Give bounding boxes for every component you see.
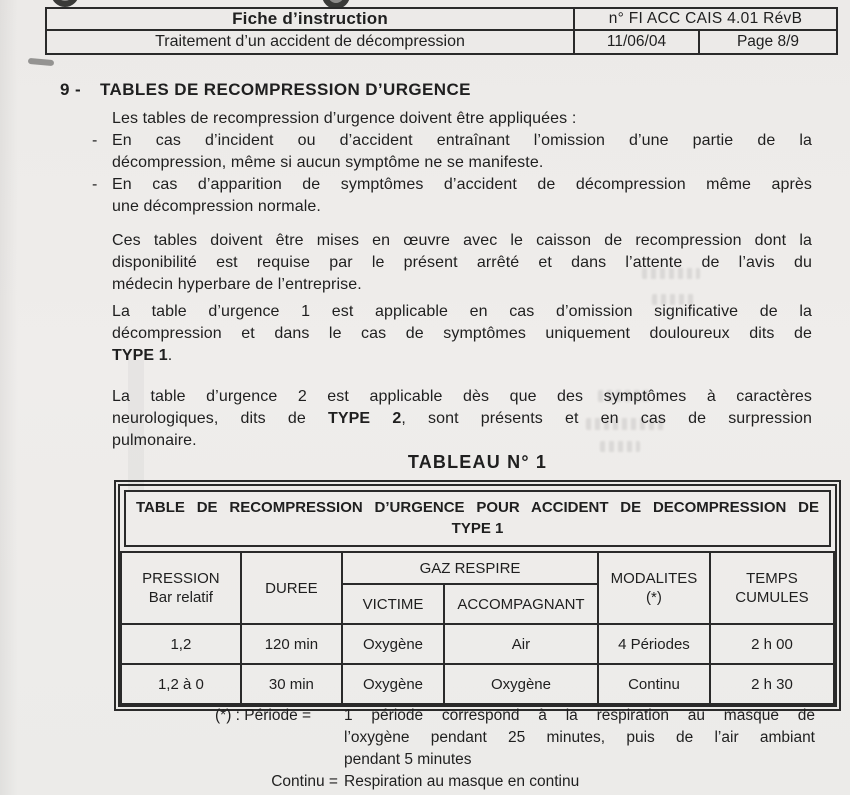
bullet-item	[92, 174, 812, 218]
cell-accompagnant: Air	[444, 624, 598, 664]
bullet-dash: -	[92, 176, 98, 193]
scan-smudge	[28, 58, 54, 66]
footnote-continu-text: Respiration au masque en continu	[344, 773, 580, 790]
cell-temps: 2 h 00	[710, 624, 834, 664]
paragraph-table-urgence-2	[112, 386, 812, 452]
page-number: Page 8/9	[736, 33, 800, 50]
bullet-dash: -	[92, 132, 98, 149]
line-segment: , sont présents et en cas de surpression	[401, 410, 813, 427]
document-header-table	[45, 7, 838, 55]
header-line: CUMULES	[735, 589, 809, 606]
sentence-end: .	[167, 347, 173, 364]
line-segment: neurologiques, dits de	[112, 410, 329, 427]
footnote-periode-label: (*) : Période =	[215, 707, 312, 724]
paragraph-line	[112, 345, 812, 367]
cell-accompagnant: Oxygène	[444, 664, 598, 704]
bullet-text-line: une décompression normale.	[112, 198, 321, 215]
col-header-pression	[121, 552, 241, 624]
recompression-data-grid	[120, 551, 835, 705]
section-heading	[60, 80, 471, 100]
col-header-gaz-respire: GAZ RESPIRE	[342, 552, 598, 584]
type-2-emphasis: TYPE 2	[328, 410, 402, 427]
header-line: MODALITES	[610, 570, 698, 587]
header-line: TEMPS	[746, 570, 798, 587]
col-header-modalites	[598, 552, 710, 624]
cell-pression: 1,2 à 0	[121, 664, 241, 704]
paragraph-line: Ces tables doivent être mises en œuvre avec le caisson de recompression dont la	[112, 232, 812, 249]
scan-edge-shadow	[0, 0, 18, 795]
footnote-line: 1 période correspond à la respiration au masque de	[344, 707, 815, 724]
cell-temps: 2 h 30	[710, 664, 834, 704]
paragraph-line: disponibilité est requise par le présent arrêté et dans l’attente de l’avis du	[112, 254, 812, 271]
type-1-emphasis: TYPE 1	[112, 347, 168, 364]
bullet-text-line: décompression, même si aucun symptôme ne se manifeste.	[112, 154, 544, 171]
binder-hole-icon	[51, 0, 79, 7]
paragraph-line: décompression et dans le cas de symptômes uniquement douloureux dits de	[112, 325, 812, 342]
bullet-text-line: En cas d’incident ou d’accident entraînant l’omission d’une partie de la	[112, 132, 812, 149]
table-title-line: TABLE DE RECOMPRESSION D’URGENCE POUR ACCIDENT DE DECOMPRESSION DE	[136, 499, 819, 516]
table-title-box	[124, 490, 831, 547]
col-header-temps-cumules	[710, 552, 834, 624]
document-number: n° FI ACC CAIS 4.01 RévB	[575, 9, 836, 31]
paragraph-caisson	[112, 230, 812, 296]
footnote-line: pendant 5 minutes	[344, 751, 472, 768]
document-title: Fiche d’instruction	[47, 9, 575, 31]
document-date: 11/06/04	[575, 31, 700, 53]
col-header-duree: DUREE	[241, 552, 342, 624]
cell-victime: Oxygène	[342, 624, 444, 664]
table-row	[121, 664, 834, 704]
footnote-periode-text	[344, 705, 815, 771]
paragraph-line: médecin hyperbare de l’entreprise.	[112, 276, 362, 293]
paragraph-table-urgence-1	[112, 301, 812, 367]
bullet-text-line: En cas d’apparition de symptômes d’accident de décompression même après	[112, 176, 812, 193]
paragraph-line: pulmonaire.	[112, 432, 197, 449]
paragraph-intro	[92, 108, 812, 218]
paragraph-line: La table d’urgence 1 est applicable en cas d’omission significative de la	[112, 303, 812, 320]
recompression-table	[114, 480, 841, 711]
cell-modalites: Continu	[598, 664, 710, 704]
header-line: (*)	[646, 589, 662, 606]
footnote-continu	[215, 771, 815, 793]
intro-line: Les tables de recompression d’urgence doivent être appliquées :	[112, 110, 577, 127]
document-subtitle: Traitement d’un accident de décompression	[47, 31, 575, 53]
cell-pression: 1,2	[121, 624, 241, 664]
recompression-table-inner-border	[118, 484, 837, 707]
header-line: Bar relatif	[148, 589, 213, 606]
section-number: 9 -	[60, 80, 82, 99]
cell-duree: 120 min	[241, 624, 342, 664]
table-title-line: TYPE 1	[451, 520, 504, 537]
bullet-item	[92, 130, 812, 174]
footnote-continu-label: Continu =	[271, 773, 338, 790]
section-title: TABLES DE RECOMPRESSION D’URGENCE	[100, 80, 471, 99]
footnote-line: l’oxygène pendant 25 minutes, puis de l’air ambiant	[344, 729, 815, 746]
cell-modalites: 4 Périodes	[598, 624, 710, 664]
footnote-periode	[215, 705, 815, 771]
col-header-accompagnant: ACCOMPAGNANT	[444, 584, 598, 624]
col-header-victime: VICTIME	[342, 584, 444, 624]
header-line: PRESSION	[142, 570, 220, 587]
cell-duree: 30 min	[241, 664, 342, 704]
paragraph-line	[112, 408, 812, 430]
table-row	[121, 624, 834, 664]
table-footnote	[215, 705, 815, 793]
paragraph-line: La table d’urgence 2 est applicable dès que des symptômes à caractères	[112, 388, 812, 405]
cell-victime: Oxygène	[342, 664, 444, 704]
table-header-row	[121, 552, 834, 584]
tableau-heading: TABLEAU N° 1	[407, 452, 548, 472]
